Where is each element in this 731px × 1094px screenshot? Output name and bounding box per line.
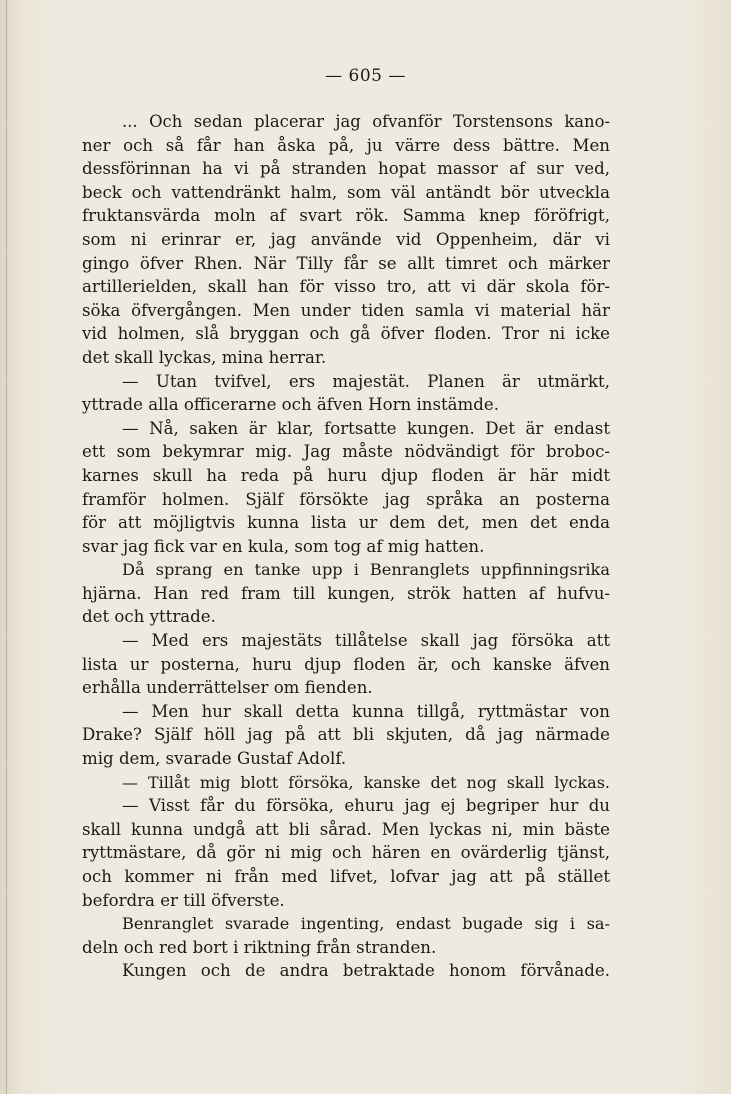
text-line: söka öfvergången. Men under tiden samla vi material här [82, 300, 610, 320]
text-line: — Utan tvifvel, ers majestät. Planen är utmärkt, [122, 371, 610, 391]
text-line: det skall lyckas, mina herrar. [82, 347, 327, 367]
text-line: ner och så får han åska på, ju värre dess bättre. Men [82, 135, 610, 155]
binding-edge [6, 0, 7, 1094]
text-line: Kungen och de andra betraktade honom förvånade. [122, 961, 610, 981]
text-line: — Med ers majestäts tillåtelse skall jag försöka att [122, 631, 610, 651]
text-line: hjärna. Han red fram till kungen, strök hatten af hufvu- [82, 583, 610, 603]
text-line: som ni erinrar er, jag använde vid Oppenheim, där vi [82, 229, 610, 249]
body-text [82, 110, 610, 983]
text-line: Benranglet svarade ingenting, endast bugade sig i sa- [122, 914, 610, 934]
text-line: befordra er till öfverste. [82, 890, 285, 910]
text-line: fruktansvärda moln af svart rök. Samma knep föröfrigt, [82, 206, 610, 226]
text-line: ryttmästare, då gör ni mig och hären en ovärderlig tjänst, [82, 843, 610, 863]
text-line: lista ur posterna, huru djup floden är, och kanske äfven [82, 654, 610, 674]
text-line: det och yttrade. [82, 607, 216, 627]
text-line: — Visst får du försöka, ehuru jag ej begriper hur du [122, 796, 610, 816]
text-line: Då sprang en tanke upp i Benranglets uppfinningsrika [122, 560, 610, 580]
text-line: för att möjligtvis kunna lista ur dem det, men det enda [82, 513, 610, 533]
text-line: dessförinnan ha vi på stranden hopat massor af sur ved, [82, 159, 610, 179]
text-line: skall kunna undgå att bli sårad. Men lyckas ni, min bäste [82, 819, 610, 839]
text-line: — Tillåt mig blott försöka, kanske det nog skall lyckas. [122, 772, 610, 792]
page-number: — 605 — [325, 66, 406, 86]
text-line: framför holmen. Själf försökte jag språka an posterna [82, 489, 610, 509]
text-line: svar jag fick var en kula, som tog af mig hatten. [82, 536, 485, 556]
text-line: ... Och sedan placerar jag ofvanför Torstensons kano- [122, 112, 610, 131]
text-line: karnes skull ha reda på huru djup floden är här midt [82, 465, 610, 485]
text-line: erhålla underrättelser om fienden. [82, 678, 373, 698]
text-line: ett som bekymrar mig. Jag måste nödvändigt för broboc- [82, 442, 610, 462]
text-line: beck och vattendränkt halm, som väl antändt bör utveckla [82, 182, 610, 202]
text-line: — Men hur skall detta kunna tillgå, ryttmästar von [122, 701, 610, 721]
text-line: gingo öfver Rhen. När Tilly får se allt timret och märker [82, 253, 610, 273]
text-line: — Nå, saken är klar, fortsatte kungen. Det är endast [122, 418, 610, 438]
text-line: vid holmen, slå bryggan och gå öfver floden. Tror ni icke [82, 324, 610, 344]
text-line: Drake? Själf höll jag på att bli skjuten, då jag närmade [82, 725, 610, 745]
text-line: artillerielden, skall han för visso tro, att vi där skola för- [82, 277, 610, 297]
text-line: deln och red bort i riktning från stranden. [82, 937, 437, 957]
text-line: mig dem, svarade Gustaf Adolf. [82, 749, 347, 769]
text-line: yttrade alla officerarne och äfven Horn instämde. [82, 395, 499, 415]
text-line: och kommer ni från med lifvet, lofvar jag att på stället [82, 867, 610, 886]
